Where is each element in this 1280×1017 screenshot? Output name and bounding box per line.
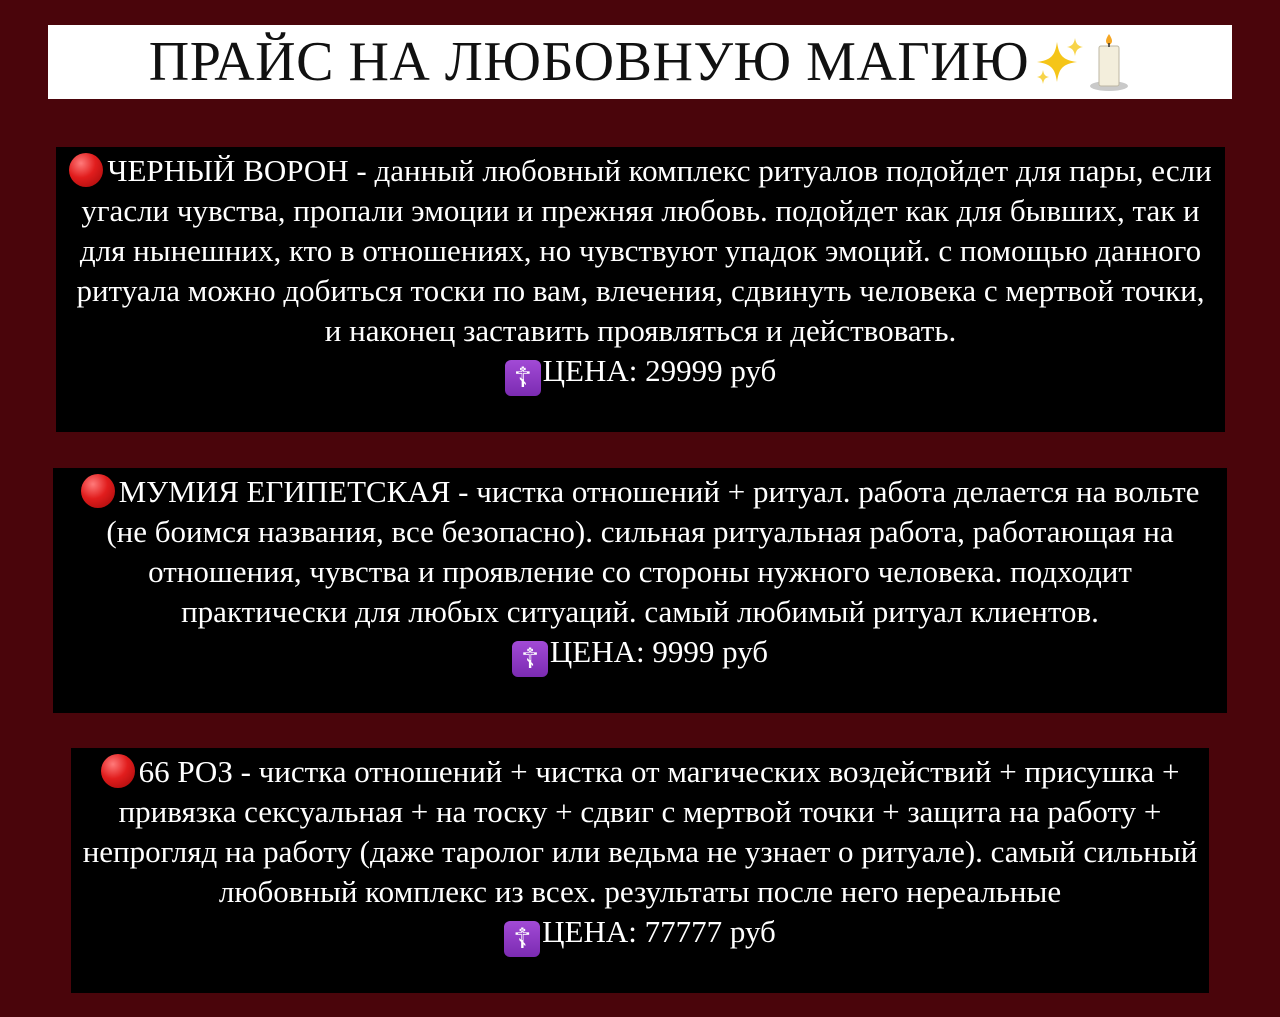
orthodox-cross-icon: ☦: [505, 360, 541, 396]
sparkles-icon: [1033, 36, 1085, 88]
ritual-description: - чистка отношений + ритуал. работа делается на вольте (не боимся названия, все безопасно). сильная ритуальная работа, работающая на отношения, чувства и проявление со стороны нужного человека. подходит практически для любых ситуаций. самый любимый ритуал клиентов.: [106, 474, 1200, 629]
ritual-name: 66 РОЗ: [138, 754, 233, 789]
ritual-price: ЦЕНА: 9999 руб: [549, 634, 769, 669]
page-title: ПРАЙС НА ЛЮБОВНУЮ МАГИЮ: [148, 31, 1030, 93]
red-dot-icon: [81, 474, 115, 508]
red-dot-icon: [101, 754, 135, 788]
price-card-black-raven: [56, 147, 1225, 432]
price-card-66-roses: [71, 748, 1209, 993]
candle-icon: [1087, 32, 1131, 92]
orthodox-cross-icon: ☦: [504, 921, 540, 957]
title-banner: [48, 25, 1232, 99]
price-line: [66, 351, 1215, 396]
price-line: [81, 912, 1199, 957]
ritual-name: МУМИЯ ЕГИПЕТСКАЯ: [118, 474, 451, 509]
orthodox-cross-icon: ☦: [512, 641, 548, 677]
ritual-price: ЦЕНА: 29999 руб: [542, 353, 777, 388]
price-line: [63, 632, 1217, 677]
ritual-price: ЦЕНА: 77777 руб: [542, 914, 776, 949]
price-card-egyptian-mummy: [53, 468, 1227, 713]
ritual-name: ЧЕРНЫЙ ВОРОН: [107, 153, 349, 188]
ritual-description: - данный любовный комплекс ритуалов подойдет для пары, если угасли чувства, пропали эмоции и прежняя любовь. подойдет как для бывших, так и для нынешних, кто в отношениях, но чувствуют упадок эмоций. с помощью данного ритуала можно добиться тоски по вам, влечения, сдвинуть человека с мертвой точки, и наконец заставить проявляться и действовать.: [76, 153, 1212, 348]
ritual-description: - чистка отношений + чистка от магических воздействий + присушка + привязка сексуальная + на тоску + сдвиг с мертвой точки + защита на работу + непрогляд на работу (даже таролог или ведьма не узнает о ритуале). самый сильный любовный комплекс из всех. результаты после него нереальные: [82, 754, 1198, 909]
red-dot-icon: [69, 153, 103, 187]
